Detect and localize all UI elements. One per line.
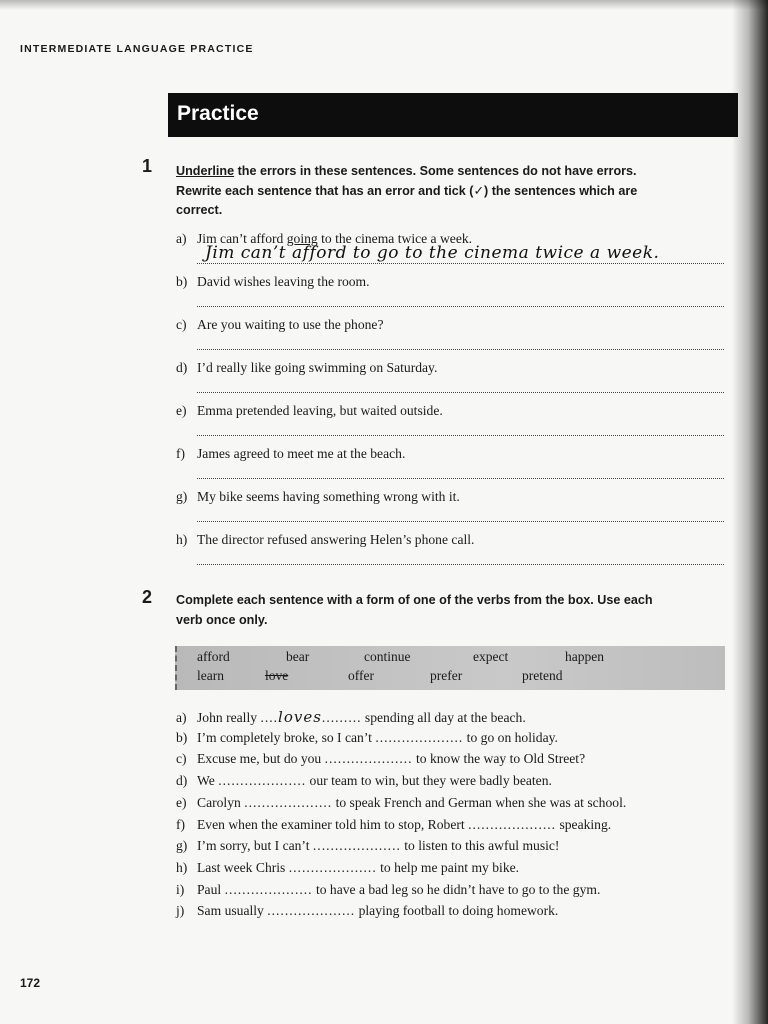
exercise-2-item-h (176, 860, 726, 876)
answer-line-a[interactable] (197, 262, 724, 264)
answer-line-g[interactable] (197, 520, 724, 522)
item-before: Sam usually (197, 903, 268, 918)
exercise-2-item-c (176, 751, 726, 767)
item-after: to go on holiday. (463, 730, 558, 745)
item-before: Even when the examiner told him to stop, Robert (197, 817, 469, 832)
exercise-1-item-b (176, 274, 726, 290)
page-top-shadow (0, 0, 768, 10)
item-after: spending all day at the beach. (361, 710, 526, 725)
item-letter: e) (176, 795, 187, 810)
gap-dots[interactable]: .................... (244, 795, 333, 810)
item-before: I’m sorry, but I can’t (197, 838, 313, 853)
item-text: James agreed to meet me at the beach. (197, 446, 406, 461)
page-number: 172 (20, 976, 41, 990)
box-word: expect (473, 649, 509, 664)
item-before: We (197, 773, 219, 788)
item-letter: e) (176, 403, 187, 418)
section-title: Practice (177, 102, 259, 125)
box-word: prefer (430, 668, 463, 683)
item-letter: d) (176, 360, 188, 375)
exercise-2-item-j (176, 903, 726, 919)
item-text: Emma pretended leaving, but waited outside. (197, 403, 443, 418)
item-after: to have a bad leg so he didn’t have to go to the gym. (312, 882, 601, 897)
item-after: to help me paint my bike. (376, 860, 520, 875)
box-word: bear (286, 649, 310, 664)
handwritten-answer: loves (278, 708, 322, 726)
exercise-2-item-g (176, 838, 726, 854)
gap-dots[interactable]: .................... (218, 773, 307, 788)
answer-line-d[interactable] (197, 391, 724, 393)
box-word: learn (197, 668, 224, 683)
item-letter: h) (176, 532, 188, 547)
item-after: to speak French and German when she was at school. (332, 795, 627, 810)
exercise-1-item-h (176, 532, 726, 548)
item-before: Excuse me, but do you (197, 751, 325, 766)
item-text: David wishes leaving the room. (197, 274, 370, 289)
gap-dots[interactable]: .................... (288, 860, 377, 875)
item-letter: g) (176, 489, 188, 504)
exercise-2-instruction (176, 591, 721, 630)
item-before: Last week Chris (197, 860, 289, 875)
item-letter: a) (176, 231, 187, 246)
box-word: continue (364, 649, 411, 664)
item-after: our team to win, but they were badly beaten. (306, 773, 552, 788)
item-text: Are you waiting to use the phone? (197, 317, 384, 332)
exercise-1-item-f (176, 446, 726, 462)
answer-line-f[interactable] (197, 477, 724, 479)
box-word-crossed-out: love (265, 668, 289, 683)
exercise-2-item-a (176, 708, 726, 726)
item-after: playing football to doing homework. (355, 903, 559, 918)
gap-dots[interactable]: ....loves......... (260, 708, 362, 726)
item-letter: h) (176, 860, 188, 875)
box-word: pretend (522, 668, 563, 683)
item-after: to listen to this awful music! (400, 838, 560, 853)
item-letter: c) (176, 751, 187, 766)
exercise-2-item-d (176, 773, 726, 789)
box-word: afford (197, 649, 230, 664)
handwritten-answer-a: Jim can’t afford to go to the cinema twice a week. (205, 243, 660, 263)
exercise-2-item-i (176, 882, 726, 898)
instruction-line1: Complete each sentence with a form of one of the verbs from the box. Use each (176, 593, 653, 607)
exercise-2-item-e (176, 795, 726, 811)
item-text: to the cinema twice a week. (317, 231, 473, 246)
exercise-1-item-e (176, 403, 726, 419)
verb-box (175, 646, 725, 690)
item-letter: f) (176, 446, 186, 461)
box-word: happen (565, 649, 604, 664)
item-text: The director refused answering Helen’s phone call. (197, 532, 475, 547)
item-letter: b) (176, 274, 188, 289)
answer-line-b[interactable] (197, 305, 724, 307)
item-letter: i) (176, 882, 185, 897)
exercise-1-number: 1 (142, 156, 153, 176)
answer-line-c[interactable] (197, 348, 724, 350)
instruction-line2: Rewrite each sentence that has an error and tick (✓) the sentences which are (176, 183, 638, 198)
section-banner (168, 93, 738, 137)
instruction-line3: correct. (176, 203, 223, 217)
item-text: Jim can’t afford (197, 231, 287, 246)
item-text: My bike seems having something wrong with it. (197, 489, 460, 504)
item-letter: c) (176, 317, 187, 332)
item-letter: b) (176, 730, 188, 745)
gap-dots[interactable]: .................... (324, 751, 413, 766)
exercise-1-item-c (176, 317, 726, 333)
item-letter: g) (176, 838, 188, 853)
exercise-2-number: 2 (142, 587, 153, 607)
item-after: speaking. (556, 817, 612, 832)
item-before: Paul (197, 882, 225, 897)
item-after: to know the way to Old Street? (412, 751, 586, 766)
item-text: I’d really like going swimming on Saturday. (197, 360, 438, 375)
gap-dots[interactable]: .................... (267, 903, 356, 918)
item-letter: a) (176, 710, 187, 725)
instruction-underline-word: Underline (176, 164, 235, 178)
underlined-error: going (286, 231, 318, 246)
box-word: offer (348, 668, 374, 683)
exercise-1-item-g (176, 489, 726, 505)
gap-dots[interactable]: .................... (375, 730, 464, 745)
item-before: John really (197, 710, 261, 725)
item-before: I’m completely broke, so I can’t (197, 730, 376, 745)
exercise-2-item-f (176, 817, 726, 833)
item-letter: d) (176, 773, 188, 788)
item-letter: j) (176, 903, 185, 918)
page-spine-shadow (732, 0, 768, 1024)
running-header: INTERMEDIATE LANGUAGE PRACTICE (20, 43, 254, 55)
item-letter: f) (176, 817, 186, 832)
gap-dots[interactable]: .................... (468, 817, 557, 832)
instruction-line1-rest: the errors in these sentences. Some sentences do not have errors. (234, 164, 637, 178)
exercise-1-instruction (176, 162, 721, 221)
exercise-2-item-b (176, 730, 726, 746)
answer-line-e[interactable] (197, 434, 724, 436)
item-before: Carolyn (197, 795, 245, 810)
gap-dots[interactable]: .................... (312, 838, 401, 853)
instruction-line2: verb once only. (176, 612, 268, 627)
exercise-1-item-d (176, 360, 726, 376)
answer-line-h[interactable] (197, 563, 724, 565)
gap-dots[interactable]: .................... (224, 882, 313, 897)
